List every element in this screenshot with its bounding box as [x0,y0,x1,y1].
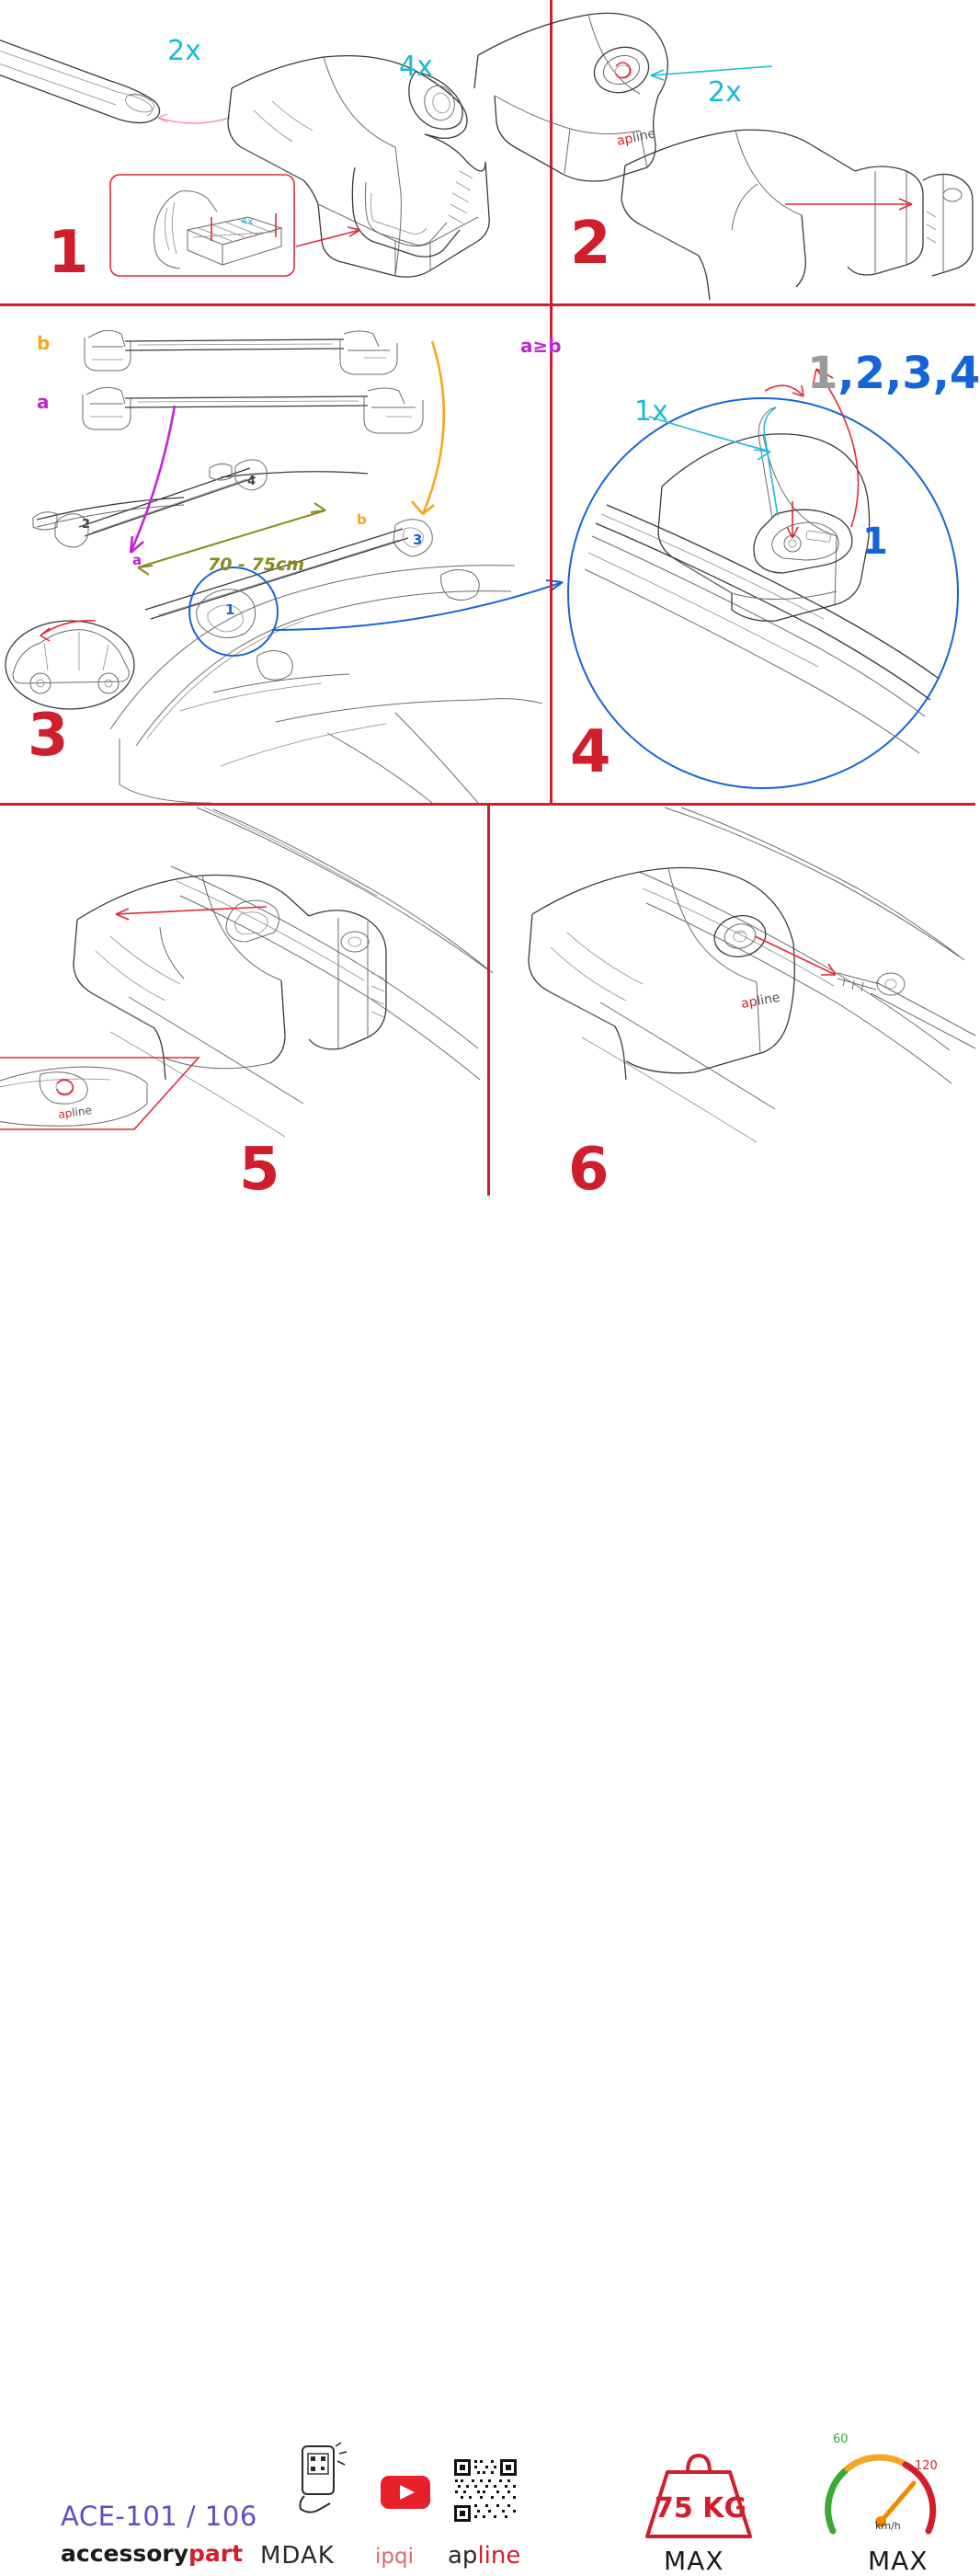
car-direction-icon [6,621,134,709]
step-number-6: 6 [568,1136,610,1204]
qty-2x-step2: 2x [708,76,742,109]
footer-brand-row [0,1232,975,2576]
speed-max-label: MAX [868,2546,929,2576]
label-a-curve: a [132,552,142,568]
crossbar-a-drawing [83,387,423,433]
rack-foot-drawing [228,56,489,278]
qty-1x-step4: 1x [634,395,668,428]
point-1-label: 1 [225,601,235,618]
point-2-label: 2 [82,518,91,532]
weight-max-label: MAX [664,2546,724,2576]
step-5-detail-inset [0,1058,199,1129]
svg-text:apline: apline [739,990,781,1012]
brand-ipqi: ipqi [375,2545,414,2569]
step-number-1: 1 [48,219,89,287]
point-4-label: 4 [247,475,256,488]
callout-1-step4: 1 [862,521,888,563]
qr-phone-icon [290,2443,354,2516]
brand-line-text: line [477,2542,521,2570]
qty-2x-step1: 2x [167,35,201,67]
gauge-tick-120: 120 [915,2459,938,2473]
car-roof-scene [33,460,542,803]
rack-foot-bottom [621,130,973,300]
step-number-4: 4 [570,718,611,786]
rack-foot-step5 [74,875,386,1080]
crossbar-drawing [0,37,160,123]
step-1-detail-inset [110,175,360,276]
point-3-label: 3 [413,532,423,548]
label-a-bar: a [37,391,50,413]
dimension-label: 70 - 75cm [208,555,305,575]
step-number-3: 3 [28,702,69,770]
svg-text:apline: apline [57,1104,93,1121]
brand-part-text: part [188,2540,244,2567]
brand-accessory-text: accessory [61,2540,189,2567]
brand-apline [448,2542,520,2570]
weight-limit-value: 75 KG [655,2492,747,2524]
qr-code-icon [452,2457,518,2524]
gauge-tick-60: 60 [833,2433,849,2446]
sequence-label: 1,2,3,4 [807,348,980,399]
qty-4x-step1: 4x [399,51,433,83]
gauge-unit-label: km/h [875,2520,901,2532]
label-b-curve: b [357,511,367,528]
label-b-bar: b [37,332,51,354]
model-code: ACE-101 / 106 [61,2501,257,2532]
step-number-2: 2 [570,210,611,278]
step-6-illustration [490,807,975,1194]
brand-ap-text: ap [448,2542,478,2570]
step-2-illustration [552,0,975,303]
svg-text:apline: apline [615,126,657,149]
brand-mdak: MDAK [260,2542,335,2570]
crossbar-b-drawing [85,330,397,374]
compare-ab-label: a≥b [520,335,562,357]
brand-accessorypart [61,2540,243,2567]
svg-text:4x: 4x [241,215,254,227]
youtube-icon[interactable] [379,2472,434,2513]
rack-foot-step6 [529,868,905,1081]
step-number-5: 5 [239,1136,280,1204]
